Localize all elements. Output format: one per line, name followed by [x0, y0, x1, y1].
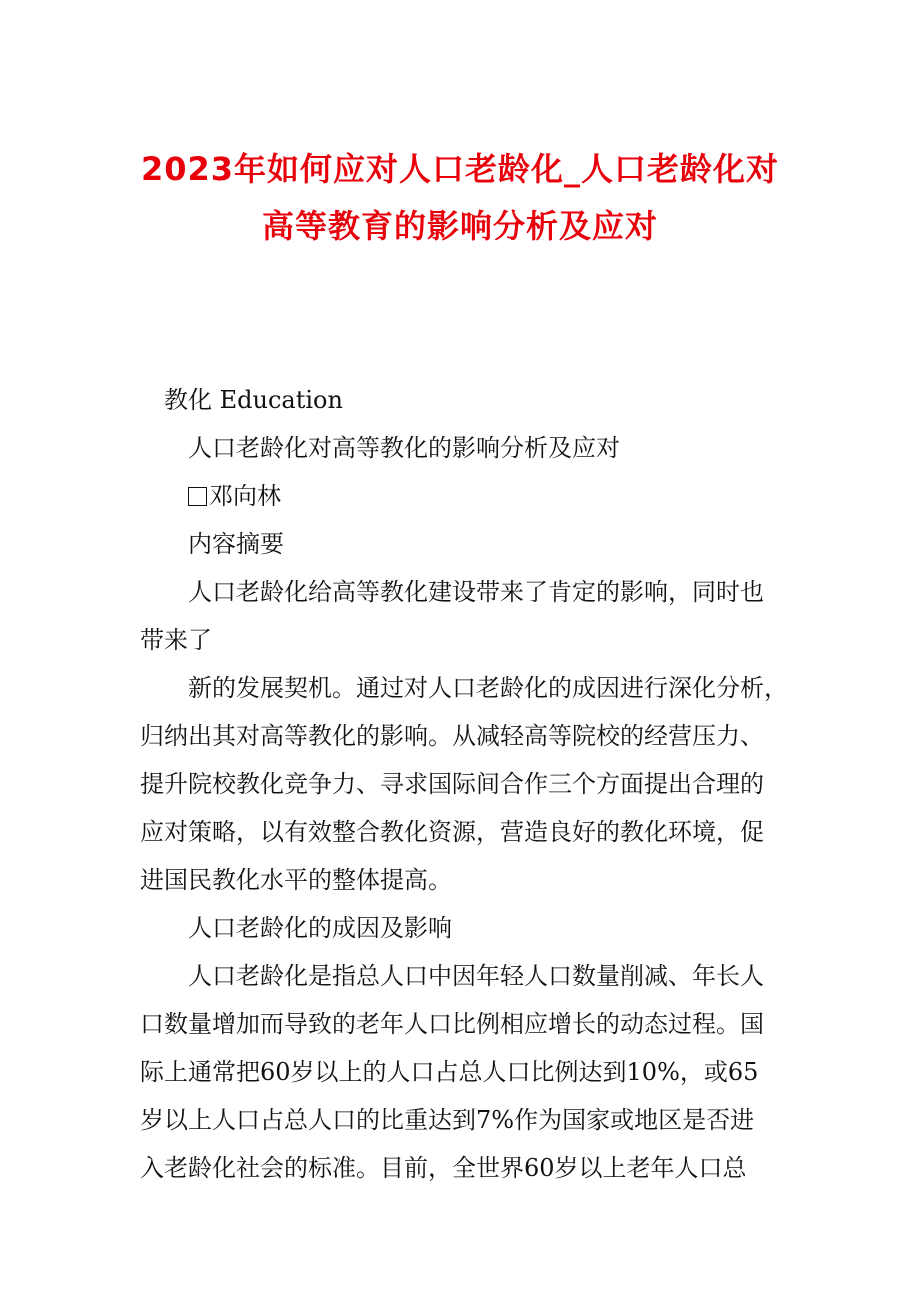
checkbox-icon	[188, 487, 207, 506]
paragraph-line: 新的发展契机。通过对人口老龄化的成因进行深化分析，	[188, 674, 788, 702]
paragraph-line: 应对策略，以有效整合教化资源，营造良好的教化环境，促	[140, 818, 764, 846]
section-heading: 人口老龄化的成因及影响	[188, 914, 452, 942]
document-title-line-2: 高等教育的影响分析及应对	[261, 207, 658, 245]
abstract-heading: 内容摘要	[188, 530, 284, 558]
paragraph-line: 带来了	[140, 626, 212, 654]
paragraph-line: 岁以上人口占总人口的比重达到7%作为国家或地区是否进	[140, 1106, 755, 1134]
paragraph-line: 提升院校教化竞争力、寻求国际间合作三个方面提出合理的	[140, 770, 764, 798]
document-title-line-1: 2023年如何应对人口老龄化_人口老龄化对	[140, 150, 780, 188]
paragraph-line: 际上通常把60岁以上的人口占总人口比例达到10%，或65	[140, 1058, 759, 1086]
paragraph-line: 入老龄化社会的标准。目前，全世界60岁以上老年人口总	[140, 1154, 747, 1182]
paragraph-line: 人口老龄化是指总人口中因年轻人口数量削减、年长人	[188, 962, 764, 990]
author-name: 邓向林	[209, 482, 281, 510]
article-title: 人口老龄化对高等教化的影响分析及应对	[188, 434, 620, 462]
author-line	[140, 472, 281, 520]
paragraph-line: 口数量增加而导致的老年人口比例相应增长的动态过程。国	[140, 1010, 764, 1038]
paragraph-line: 进国民教化水平的整体提高。	[140, 866, 452, 894]
category-label: 教化 Education	[164, 386, 343, 414]
paragraph-line: 人口老龄化给高等教化建设带来了肯定的影响，同时也	[188, 578, 764, 606]
paragraph-line: 归纳出其对高等教化的影响。从减轻高等院校的经营压力、	[140, 722, 764, 750]
